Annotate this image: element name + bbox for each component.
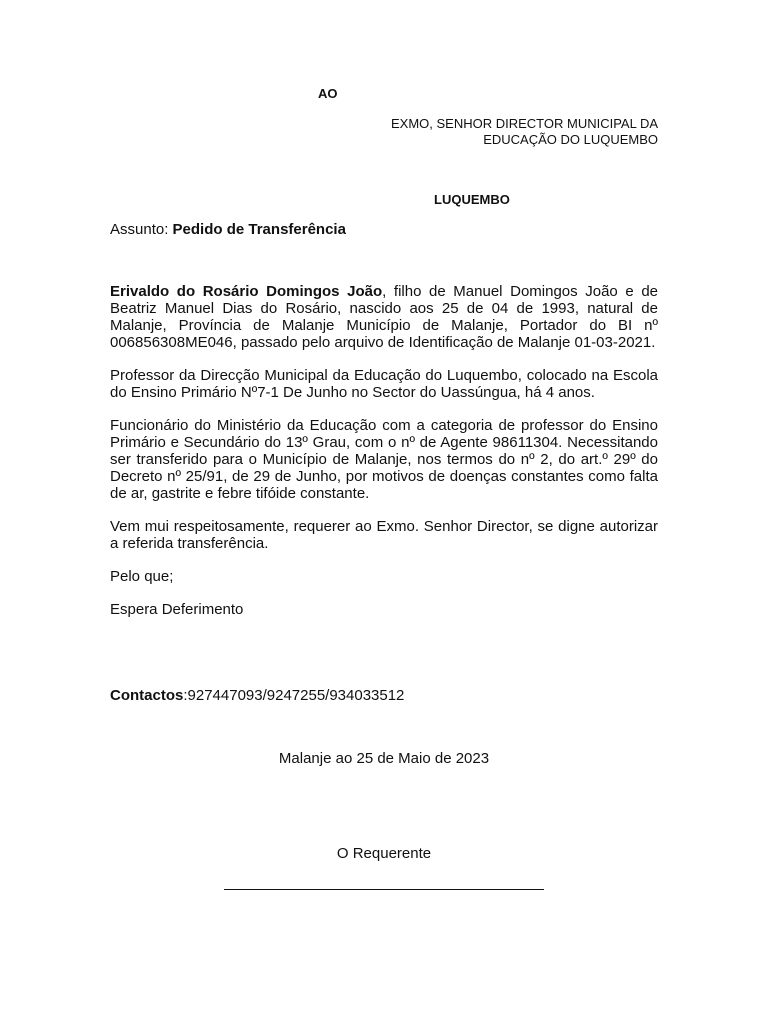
contacts-label: Contactos <box>110 687 184 704</box>
subject-text: Pedido de Transferência <box>172 221 346 238</box>
addressee-block <box>300 116 658 148</box>
signature-line <box>224 889 544 890</box>
paragraph-request: Vem mui respeitosamente, requerer ao Exmo. Senhor Director, se digne autorizar a referida transferência. <box>110 518 658 552</box>
paragraph-reason: Funcionário do Ministério da Educação com a categoria de professor do Ensino Primário e Secundário do 13º Grau, com o nº de Agente 98611304. Necessitando ser transferido para o Município de Malanje, nos termos do nº 2, do art.º 29º do Decreto nº 25/91, de 29 de Junho, por motivos de doenças constantes como falta de ar, gastrite e febre tifóide constante. <box>110 417 658 502</box>
subject-label: Assunto: <box>110 221 169 238</box>
paragraph-identification <box>110 283 658 351</box>
paragraph-espera: Espera Deferimento <box>110 601 244 618</box>
paragraph-position: Professor da Direcção Municipal da Educação do Luquembo, colocado na Escola do Ensino Primário Nº7-1 De Junho no Sector do Uassúngua, há 4 anos. <box>110 367 658 401</box>
requester-label: O Requerente <box>336 845 432 862</box>
letter-body <box>110 283 658 634</box>
date-line: Malanje ao 25 de Maio de 2023 <box>278 750 490 767</box>
contacts-value: :927447093/9247255/934033512 <box>183 687 405 704</box>
applicant-name: Erivaldo do Rosário Domingos João <box>110 283 383 300</box>
contacts-line <box>110 687 404 704</box>
addressee-line-1: EXMO, SENHOR DIRECTOR MUNICIPAL DA <box>390 116 658 131</box>
subject-line <box>110 221 346 238</box>
place-heading: LUQUEMBO <box>434 192 510 207</box>
recipient-prefix: AO <box>318 86 338 101</box>
addressee-line-2: EDUCAÇÃO DO LUQUEMBO <box>483 132 658 147</box>
identification-text: , filho de Manuel Domingos João e de Beatriz Manuel Dias do Rosário, nascido aos 25 de 04 de 1993, natural de Malanje, Província de Malanje Município de Malanje, Portador do BI nº 006856308ME046, passado pelo arquivo de Identificação de Malanje 01-03-2021. <box>110 283 658 351</box>
paragraph-pelo-que: Pelo que; <box>110 568 174 585</box>
